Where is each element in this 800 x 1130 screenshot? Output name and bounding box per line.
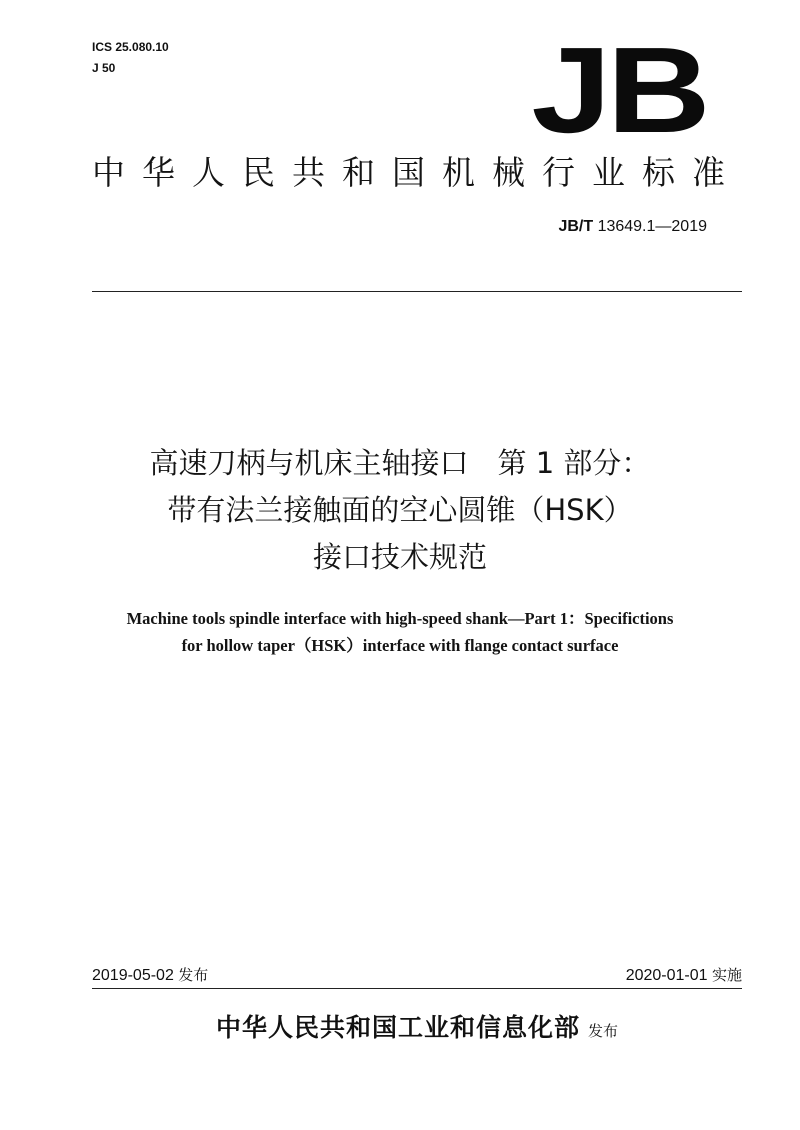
ics-code: ICS 25.080.10 <box>92 40 169 54</box>
standard-code: JB/T <box>558 218 594 235</box>
bottom-divider <box>92 988 742 989</box>
issue-label: 发布 <box>178 966 209 984</box>
english-title <box>92 605 708 659</box>
issue-date <box>92 965 208 986</box>
implementation-date-value: 2020-01-01 <box>625 967 708 984</box>
english-title-line-2: for hollow taper（HSK）interface with flange contact surface <box>181 636 619 655</box>
standard-number-value: 13649.1—2019 <box>597 218 707 235</box>
standard-category-title: 中华人民共和国机械行业标准 <box>92 153 742 192</box>
ccs-code: J 50 <box>92 61 116 75</box>
issue-date-value: 2019-05-02 <box>92 967 174 984</box>
publisher <box>92 1008 742 1048</box>
chinese-title-line-1: 高速刀柄与机床主轴接口 第 1 部分： <box>149 446 651 480</box>
chinese-title-line-2: 带有法兰接触面的空心圆锥（HSK） <box>167 493 633 527</box>
top-divider <box>92 291 742 292</box>
publisher-org: 中华人民共和国工业和信息化部 <box>215 1013 580 1042</box>
chinese-title <box>92 440 708 581</box>
standard-number <box>440 217 707 237</box>
implementation-label: 实施 <box>711 966 742 984</box>
chinese-title-line-3: 接口技术规范 <box>312 540 487 574</box>
jb-logo: JB <box>531 22 706 158</box>
english-title-line-1: Machine tools spindle interface with high-speed shank—Part 1：Specifictions <box>126 609 674 628</box>
implementation-date <box>480 965 742 986</box>
publisher-action: 发布 <box>588 1022 619 1040</box>
